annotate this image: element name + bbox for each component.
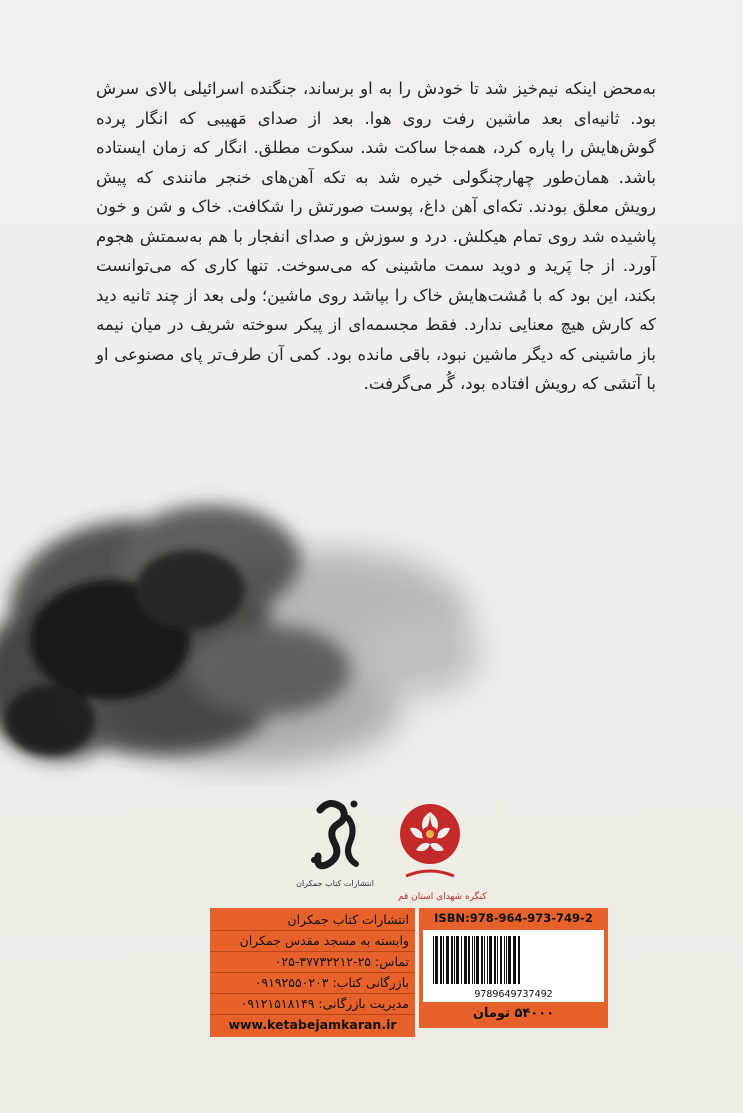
- publisher-logo-caption: انتشارات کتاب جمکران: [296, 879, 374, 888]
- rose-emblem-logo: [390, 798, 470, 890]
- sales-manager-phone: مدیریت بازرگانی: ۰۹۱۲۱۵۱۸۱۴۹: [210, 994, 415, 1015]
- publisher-name: انتشارات کتاب جمکران: [210, 910, 415, 931]
- barcode-bar: [456, 936, 459, 984]
- barcode-bar: [489, 936, 492, 984]
- barcode-bar: [497, 936, 498, 984]
- barcode-bar: [500, 936, 502, 984]
- barcode-bar: [461, 936, 462, 984]
- barcode-bar: [504, 936, 505, 984]
- barcode-bar: [474, 936, 475, 984]
- barcode-bar: [494, 936, 496, 984]
- publisher-info-box: [210, 908, 415, 1037]
- barcode-bars: [431, 936, 596, 984]
- barcode-bar: [454, 936, 455, 984]
- publisher-website: www.ketabejamkaran.ir: [228, 1017, 397, 1032]
- barcode: [423, 930, 604, 1002]
- barcode-bar: [472, 936, 473, 984]
- barcode-bar: [433, 936, 434, 984]
- publisher-logos: [290, 790, 480, 900]
- barcode-bar: [481, 936, 483, 984]
- rose-logo-caption: کنگره شهدای استان قم: [398, 892, 487, 902]
- synopsis-text: به‌محض اینکه نیم‌خیز شد تا خودش را به او برساند، جنگنده اسرائیلی بالای سرش بود. ثانیه‌ای بعد ماشین رفت روی هوا. بعد از صدای مَهیبی که انگار پرده گوش‌هایش را پاره کرد، همه‌جا ساکت شد. سکوت مطلق. انگار که زمان ایستاده باشد. همان‌طور چهارچنگولی خیره شد به تکه آهن‌های خنجر مانندی که پیش رویش معلق بودند. تکه‌ای آهن داغ، پوست صورتش را شکافت. خاک و شن و خون پاشیده شد روی تمام هیکلش. درد و سوزش و صدای انفجار با هم به‌سمتش هجوم آورد. از جا پَرید و دوید سمت ماشینی که می‌سوخت. تنها کاری که می‌توانست بکند، این بود که با مُشت‌هایش خاک را بپاشد روی ماشین؛ ولی بعد از چند ثانیه دید که کارش هیچ معنایی ندارد. فقط مجسمه‌ای از پیکر سوخته شریف در میان نیمه باز ماشینی که دیگر ماشین نبود، باقی مانده بود. کمی آن طرف‌تر پای مصنوعی او با آتشی که رویش افتاده بود، گُر می‌گرفت.: [96, 79, 656, 393]
- barcode-bar: [468, 936, 470, 984]
- isbn-label: ISBN:978-964-973-749-2: [434, 911, 593, 925]
- barcode-bar: [443, 936, 444, 984]
- isbn-price-box: [419, 908, 608, 1028]
- barcode-bar: [487, 936, 488, 984]
- barcode-number: 9789649737492: [474, 989, 553, 1000]
- barcode-bar: [508, 936, 511, 984]
- contact-phone: تماس: ۲۵-۳۷۷۳۲۲۱۲-۰۲۵: [210, 952, 415, 973]
- barcode-bar: [476, 936, 479, 984]
- ink-smoke-illustration: [0, 470, 500, 800]
- barcode-bar: [440, 936, 442, 984]
- barcode-bar: [506, 936, 507, 984]
- jamkaran-publisher-logo: [290, 790, 380, 890]
- barcode-bar: [518, 936, 520, 984]
- barcode-bar: [484, 936, 485, 984]
- barcode-bar: [435, 936, 438, 984]
- sales-phone: بازرگانی کتاب: ۰۹۱۹۲۵۵۰۲۰۳: [210, 973, 415, 994]
- barcode-bar: [446, 936, 449, 984]
- price-label: ۵۴۰۰۰ تومان: [472, 1006, 555, 1021]
- barcode-bar: [464, 936, 467, 984]
- publisher-affiliation: وابسته به مسجد مقدس جمکران: [210, 931, 415, 952]
- barcode-bar: [513, 936, 516, 984]
- barcode-bar: [451, 936, 453, 984]
